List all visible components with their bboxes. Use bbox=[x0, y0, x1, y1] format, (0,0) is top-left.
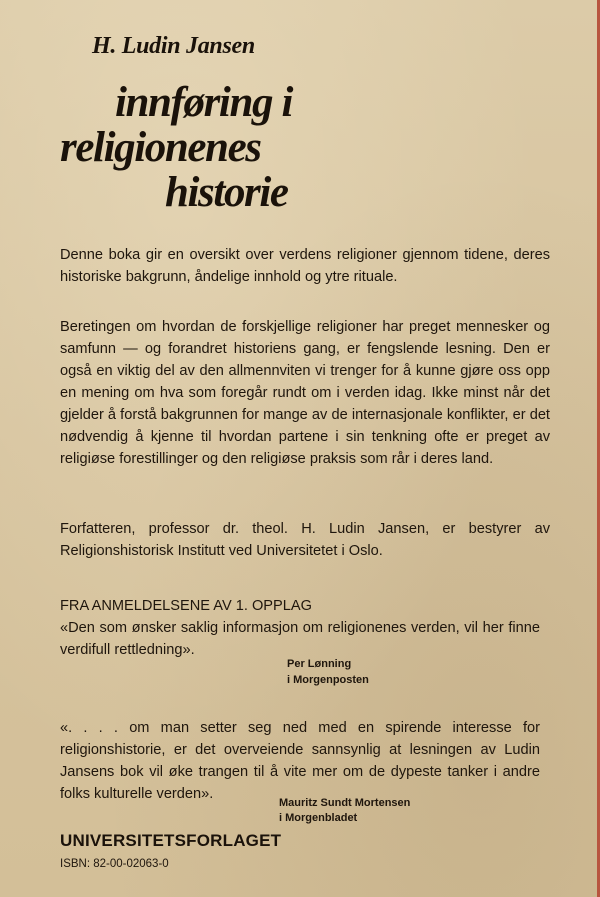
title-line: historie bbox=[165, 169, 288, 216]
title-line: innføring i bbox=[115, 79, 292, 126]
review-quote: «Den som ønsker saklig informasjon om religionenes verden, vil her finne verdifull rettledning». bbox=[60, 620, 540, 658]
title-line: religionenes bbox=[60, 124, 261, 171]
author-bio-paragraph: Forfatteren, professor dr. theol. H. Ludin Jansen, er bestyrer av Religionshistorisk Institutt ved Universitetet i Oslo. bbox=[60, 521, 550, 559]
book-title bbox=[0, 80, 600, 215]
review-quote: «. . . . om man setter seg ned med en spirende interesse for religionshistorie, er det overveiende sannsynlig at lesningen av Ludin Jansens bok vil øke trangen til å vite mer om de dypeste tanker i andre folks kulturelle verden». bbox=[60, 720, 540, 802]
review-source: i Morgenbladet bbox=[279, 812, 358, 824]
reviews-heading: FRA ANMELDELSENE AV 1. OPPLAG bbox=[60, 598, 312, 614]
intro-paragraph: Denne boka gir en oversikt over verdens religioner gjennom tidene, deres historiske bakgrunn, åndelige innhold og ytre rituale. bbox=[60, 247, 550, 285]
description-paragraph: Beretingen om hvordan de forskjellige religioner har preget mennesker og samfunn — og forandret historiens gang, er fengslende lesning. Den er også en viktig del av den allmennviten vi trenger for å kunne gjøre oss opp en mening om hva som foregår rundt om i verden idag. Ikke minst når det gjelder å forstå bakgrunnen for mange av de internasjonale konflikter, er det nødvendig å kjenne til hvordan partene i sin tenkning ofte er preget av religiøse forestillinger og den religiøse praksis som rår i deres land. bbox=[60, 319, 550, 467]
publisher-name: UNIVERSITETSFORLAGET bbox=[60, 831, 282, 850]
reviewer-name: Mauritz Sundt Mortensen bbox=[279, 797, 411, 809]
reviewer-name: Per Lønning bbox=[287, 658, 352, 670]
author-name: H. Ludin Jansen bbox=[92, 33, 255, 59]
isbn: ISBN: 82-00-02063-0 bbox=[60, 858, 169, 870]
review-source: i Morgenposten bbox=[287, 674, 369, 686]
